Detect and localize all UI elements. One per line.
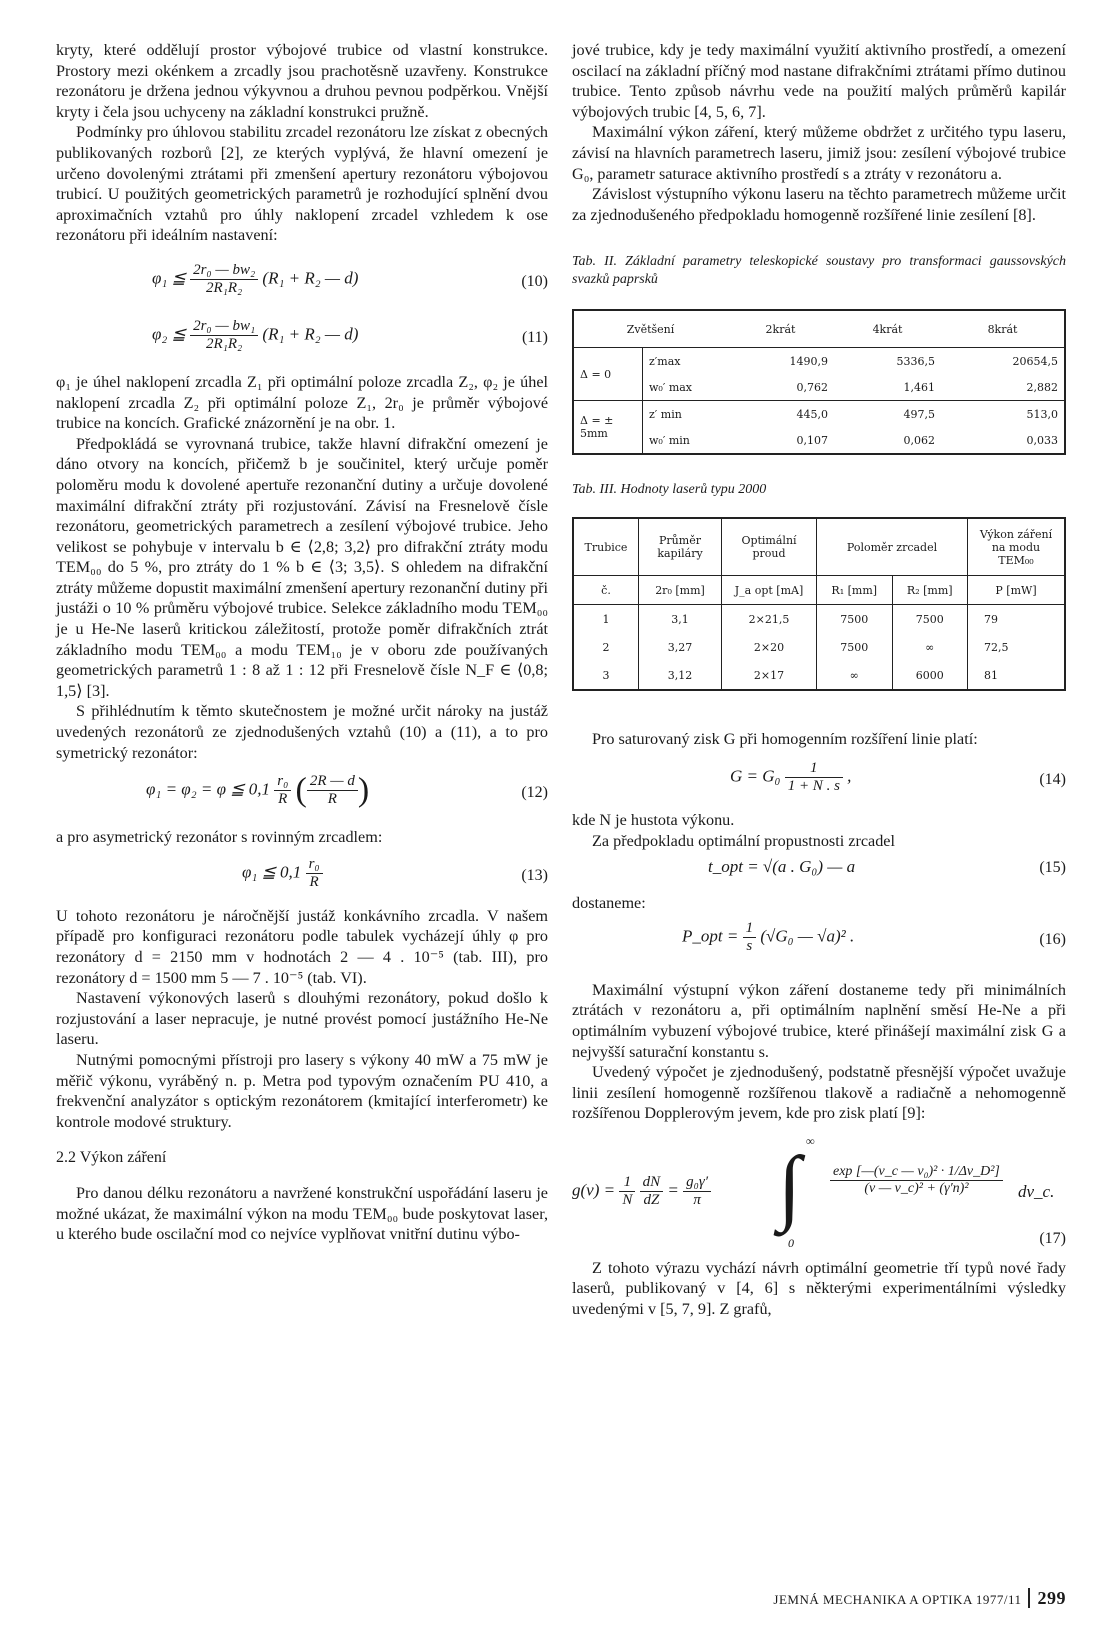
- paragraph: Nastavení výkonových laserů s dlouhými rezonátory, pokud došlo k rozjustování a laser nepracuje, je nutné provést pomocí justážního He-Ne laseru.: [56, 989, 548, 1049]
- table-cell: 79: [984, 612, 998, 626]
- table-header-row: [573, 576, 1065, 605]
- eq-tail: ,: [847, 766, 852, 786]
- table-header-cell: 4krát: [872, 322, 903, 336]
- paragraph: Nutnými pomocnými přístroji pro lasery s výkony 40 mW a 75 mW je měřič výkonu, vyráběný n. p. Metra pod typovým označením PU 410, a frekvenční analyzátor s optickým rezonátorem (kmitající interferometr) ke kontrole modové struktury.: [56, 1050, 548, 1131]
- table-header-cell: Trubice: [573, 518, 639, 576]
- eq-num: dN: [642, 1173, 661, 1190]
- table-header-cell: 2krát: [765, 322, 796, 336]
- eq-lhs: φ₂ ≦: [152, 324, 186, 344]
- equation-16: [572, 918, 1066, 964]
- section-heading: 2.2 Výkon záření: [56, 1149, 167, 1167]
- table-cell: 7500: [817, 633, 893, 661]
- eq-fraction: [619, 1174, 635, 1209]
- table-row: [573, 633, 1065, 661]
- table-cell: 2: [573, 633, 639, 661]
- eq-num: 1: [810, 759, 818, 776]
- equation-11: [56, 316, 548, 362]
- table-cell: 3,12: [639, 661, 722, 690]
- left-column: [56, 40, 548, 1245]
- journal-name: JEMNÁ MECHANIKA A OPTIKA 1977/11: [773, 1592, 1022, 1607]
- eq-den: R: [307, 790, 358, 808]
- eq-body: t_opt = √(a . G₀) — a: [708, 857, 856, 877]
- eq-rhs: (R₁ + R₂ — d): [262, 268, 359, 288]
- table-cell: 0,762: [796, 380, 829, 394]
- integral-upper-limit: ∞: [806, 1133, 815, 1148]
- equation-17: g(ν) = $\frac{1}{N}$ $\frac{dN}{dZ}$ = $\frac{\text{g₀γ′}}{\pi}$ ∞ ∫ 0 $\frac{\text{exp [—(ν\_c — ν₀)² · 1/Δν\_D²]}}{\text{(ν — ν\_c)² + (γ′n)²}}$ dν_c. (17): [572, 1133, 1066, 1250]
- eq-num: 2r₀ — bw₁: [193, 317, 256, 334]
- table-header-cell: R₂ [mm]: [892, 576, 968, 605]
- table-cell: w₀′ min: [649, 433, 690, 447]
- table-3: [572, 517, 1066, 691]
- table-cell: Δ = ± 5mm: [573, 401, 643, 455]
- eq-fraction: [190, 318, 258, 353]
- paragraph: a pro asymetrický rezonátor s rovinným zrcadlem:: [56, 828, 383, 847]
- integral-lower-limit: 0: [788, 1235, 794, 1250]
- table-cell: 2×21,5: [722, 605, 817, 634]
- paragraph: φ₁ je úhel naklopení zrcadla Z₁ při optimální poloze zrcadla Z₂, φ₂ je úhel naklopení zrcadla Z₂ při optimální poloze Z₁, 2r₀ je průměr výbojové trubice na koncích. Grafické znázornění je na obr. 1.: [56, 372, 548, 433]
- eq-num: r₀: [277, 773, 289, 790]
- eq-den: R: [306, 873, 323, 891]
- eq-lhs: φ₁ ≦ 0,1: [242, 862, 302, 882]
- eq-den: dZ: [640, 1191, 664, 1209]
- eq-fraction: [190, 262, 258, 297]
- table-cell: z′max: [649, 354, 681, 368]
- eq-fraction: [743, 920, 757, 955]
- right-column: [572, 40, 1066, 1320]
- equation-number: (14): [1039, 770, 1066, 788]
- table-cell: 5336,5: [896, 354, 936, 368]
- table-cell: 445,0: [796, 407, 829, 421]
- table-cell: 3,27: [639, 633, 722, 661]
- table-header-cell: Zvětšení: [626, 322, 675, 336]
- table-cell: 1: [573, 605, 639, 634]
- table-2: [572, 309, 1066, 455]
- equation-number: (17): [1039, 1229, 1066, 1247]
- eq-num: 2r₀ — bw₂: [193, 261, 256, 278]
- eq-den: 2R₁R₂: [190, 335, 258, 353]
- eq-num: 2R — d: [309, 773, 355, 790]
- table-cell: ∞: [817, 661, 893, 690]
- paragraph: Podmínky pro úhlovou stabilitu zrcadel rezonátoru lze získat z obecných publikovaných rozborů [2], ze kterých vyplývá, že hlavní omezení je určeno dovolenými ztrátami při zmenšení apertury rezonátoru výbojovou trubicí. U použitých geometrických parametrů je rozhodující splnění dvou aproximačních vztahů pro úhly naklopení zrcadel vzhledem k ose rezonátoru při ideálním nastavení:: [56, 123, 548, 245]
- paragraph: dostaneme:: [572, 894, 646, 913]
- eq-num: g₀γ′: [686, 1173, 709, 1190]
- table-cell: 20654,5: [1012, 354, 1058, 368]
- eq-lhs: φ₁ ≦: [152, 268, 186, 288]
- table-cell: 0,033: [1026, 433, 1058, 447]
- eq-den: N: [619, 1191, 635, 1209]
- eq-fraction: [274, 773, 291, 808]
- equation-10: [56, 260, 548, 306]
- eq-den: R: [274, 790, 291, 808]
- eq-num: r₀: [308, 855, 320, 872]
- eq-fraction: [640, 1174, 664, 1209]
- eq-num: exp [—(ν_c — ν₀)² · 1/Δν_D²]: [833, 1163, 1000, 1179]
- eq-lhs: φ₁ = φ₂ = φ ≦ 0,1: [146, 779, 270, 799]
- equation-number: (13): [521, 866, 548, 884]
- paragraph: Závislost výstupního výkonu laseru na těchto parametrech můžeme určit za zjednodušeného předpokladu homogenně rozšířené linie zesílení [8].: [572, 185, 1066, 224]
- eq-fraction: [307, 773, 358, 808]
- eq-num: 1: [745, 919, 754, 936]
- table-cell: 81: [984, 668, 998, 682]
- eq-den: π: [683, 1191, 711, 1209]
- paragraph: kryty, které oddělují prostor výbojové trubice od vlastní konstrukce. Prostory mezi okénkem a zrcadly jsou prachotěsně uzavřeny. Konstrukce rezonátoru je držena jednou výkyvnou a druhou pevnou podpěrkou. Vnější kryty i čela jsou uchyceny na základní konstrukci pružně.: [56, 41, 548, 121]
- table-cell: 0,107: [796, 433, 829, 447]
- eq-fraction: [785, 760, 843, 795]
- equation-number: (12): [521, 784, 548, 802]
- table-row: [573, 401, 1065, 428]
- paragraph: Předpokládá se vyrovnaná trubice, takže hlavní difrakční omezení je dáno otvory na koncích, přičemž b je součinitel, který určuje poměr poloměru modu k dovolené apertuře rezonanční dutiny a určuje dovolené maximální difrakční ztráty při rozjustování. Závisí na Fresnelově čísle rezonátoru, geometrických parametrech a zesílení výbojové trubice. Jeho velikost se pohybuje v intervalu b ∈ ⟨2,8; 3,2⟩ pro difrakční ztráty modu TEM₀₀ do 5 %, pro ztráty do 1 % b ∈ ⟨3; 3,5⟩. S ohledem na difrakční ztráty můžeme dopustit maximální zmenšení apertury rezonanční dutiny při justáži o 10 % průměru výbojové trubice. Selekce základního modu TEM₀₀ je u He-Ne laserů kritickou záležitostí, protože poměr difrakčních ztrát základního modu TEM₀₀ a modu TEM₁₀ je v oboru zde používaných geometrických parametrů 1 : 8 až 1 : 12 při Fresnelově čísle N_F ∈ ⟨0,8; 1,5⟩ [3].: [56, 434, 548, 700]
- paragraph: jové trubice, kdy je tedy maximální využití aktivního prostředí, a omezení oscilací na základní příčný mod nastane difrakčními ztrátami přímo dutinou trubice. Tento způsob návrhu vede na použití malých průměrů kapilár výbojových trubic [4, 5, 6, 7].: [572, 41, 1066, 121]
- table-header-cell: 2r₀ [mm]: [639, 576, 722, 605]
- table-cell: 2×20: [722, 633, 817, 661]
- table-cell: 0,062: [903, 433, 936, 447]
- table-cell: 2,882: [1026, 380, 1058, 394]
- paragraph: S přihlédnutím k těmto skutečnostem je možné určit nároky na justáž uvedených rezonátorů ze zjednodušených vztahů (10) a (11), a to pro symetrický rezonátor:: [56, 702, 548, 762]
- table-header-cell: č.: [573, 576, 639, 605]
- eq-den: (ν — ν_c)² + (γ′n)²: [830, 1180, 1003, 1197]
- paragraph: Maximální výkon záření, který můžeme obdržet z určitého typu laseru, závisí na hlavních parametrech laseru, jimiž jsou: zesílení výbojové trubice G₀, parametr saturace aktivního prostředí s a ztráty v rezonátoru a.: [572, 123, 1066, 183]
- table-cell: 513,0: [1026, 407, 1058, 421]
- table-cell: 497,5: [903, 407, 936, 421]
- equation-12: φ₁ = φ₂ = φ ≦ 0,1 $\frac{\text{r₀}}{R}$ ( $\frac{2R — d}{R}$ ) (12): [146, 771, 548, 809]
- eq-rhs: (R₁ + R₂ — d): [262, 324, 359, 344]
- eq-fraction: [683, 1174, 711, 1209]
- table-row: [573, 661, 1065, 690]
- eq-den: s: [743, 937, 757, 955]
- equation-number: (10): [521, 272, 548, 290]
- table-caption: Tab. II. Základní parametry teleskopické soustavy pro transformaci gaussovských svazků paprsků: [572, 254, 1066, 288]
- table-header-cell: R₁ [mm]: [817, 576, 893, 605]
- table-header-cell: Průměr kapiláry: [639, 518, 722, 576]
- paragraph: kde N je hustota výkonu.: [572, 810, 735, 829]
- eq-lhs: P_opt =: [682, 926, 739, 946]
- eq-fraction: [830, 1164, 1003, 1197]
- table-cell: 3: [573, 661, 639, 690]
- paragraph: Za předpokladu optimální propustnosti zrcadel: [592, 831, 895, 850]
- equation-number: (16): [1039, 930, 1066, 948]
- table-header-cell: Výkon záření na modu TEM₀₀: [979, 527, 1053, 567]
- table-cell: 1490,9: [789, 354, 829, 368]
- table-cell: w₀′ max: [649, 380, 693, 394]
- table-cell: ∞: [892, 633, 968, 661]
- paragraph: U tohoto rezonátoru je náročnější justáž konkávního zrcadla. V našem případě pro konfiguraci rezonátoru podle tabulek vycházejí úhly φ pro rezonátory d = 2150 mm v hodnotách 2 — 4 . 10⁻⁵ (tab. III), pro rezonátory d = 1500 mm 5 — 7 . 10⁻⁵ (tab. VI).: [56, 906, 548, 987]
- table-cell: 1,461: [903, 380, 936, 394]
- equation-14: [572, 758, 1066, 804]
- equation-13: [56, 854, 548, 900]
- table-header-cell: J_a opt [mA]: [722, 576, 817, 605]
- eq-fraction: [306, 856, 323, 891]
- table-row: [573, 374, 1065, 401]
- equation-number: (11): [521, 328, 548, 346]
- eq-den: 1 + N . s: [785, 777, 843, 795]
- eq-lhs: g(ν) =: [572, 1180, 616, 1200]
- table-header-row: [573, 518, 1065, 576]
- paragraph: Pro danou délku rezonátoru a navržené konstrukční uspořádání laseru je možné ukázat, že maximální výkon na modu TEM₀₀ bude poskytovat laser, u kterého bude oscilační mod co nejvíce vyplňovat vnitřní dutinu výbo-: [56, 1183, 548, 1244]
- table-header-cell: P [mW]: [995, 583, 1037, 597]
- table-header-cell: Optimální proud: [722, 518, 817, 576]
- table-cell: 3,1: [639, 605, 722, 634]
- table-cell: z′ min: [649, 407, 682, 421]
- integral-sign-icon: ∫: [778, 1139, 802, 1233]
- page-number: 299: [1028, 1588, 1067, 1608]
- table-header-cell: Poloměr zrcadel: [817, 518, 968, 576]
- equation-15: [572, 855, 1066, 887]
- table-header-row: [573, 310, 1065, 348]
- table-row: [573, 605, 1065, 634]
- equation-number: (15): [1039, 859, 1066, 877]
- paragraph: Pro saturovaný zisk G při homogenním rozšíření linie platí:: [592, 730, 978, 749]
- table-cell: 7500: [892, 605, 968, 634]
- table-header-cell: 8krát: [987, 322, 1018, 336]
- paragraph: Uvedený výpočet je zjednodušený, podstatně přesnější výpočet uvažuje linii zesílení homogenně rozšířenou tlakově a radiačně a nehomogenně rozšířenou Dopplerovým jevem, kde pro zisk platí [9]:: [572, 1063, 1066, 1123]
- eq-tail: dν_c.: [1018, 1181, 1055, 1201]
- table-caption: Tab. III. Hodnoty laserů typu 2000: [572, 482, 767, 498]
- table-cell: 6000: [892, 661, 968, 690]
- eq-rhs: (√G₀ — √a)² .: [760, 926, 855, 946]
- table-row: [573, 427, 1065, 454]
- eq-lhs: G = G₀: [730, 766, 781, 786]
- eq-num: 1: [623, 1173, 632, 1190]
- table-cell: 7500: [817, 605, 893, 634]
- eq-den: 2R₁R₂: [190, 279, 258, 297]
- paragraph: Maximální výstupní výkon záření dostaneme tedy při minimálních ztrátách v rezonátoru a, při optimálním naplnění směsí He-Ne a při optimálním vybuzení výbojové trubice, které přinášejí maximální zisk G a nejvyšší saturační konstantu s.: [572, 980, 1066, 1061]
- table-cell: Δ = 0: [573, 348, 643, 401]
- table-cell: 72,5: [984, 640, 1009, 654]
- page-footer: [773, 1588, 1066, 1609]
- table-row: [573, 348, 1065, 375]
- table-cell: 2×17: [722, 661, 817, 690]
- paragraph: Z tohoto výrazu vychází návrh optimální geometrie tří typů nové řady laserů, publikovaný v [4, 6] s některými experimentálními výsledky uvedenými v [5, 7, 9]. Z grafů,: [572, 1258, 1066, 1319]
